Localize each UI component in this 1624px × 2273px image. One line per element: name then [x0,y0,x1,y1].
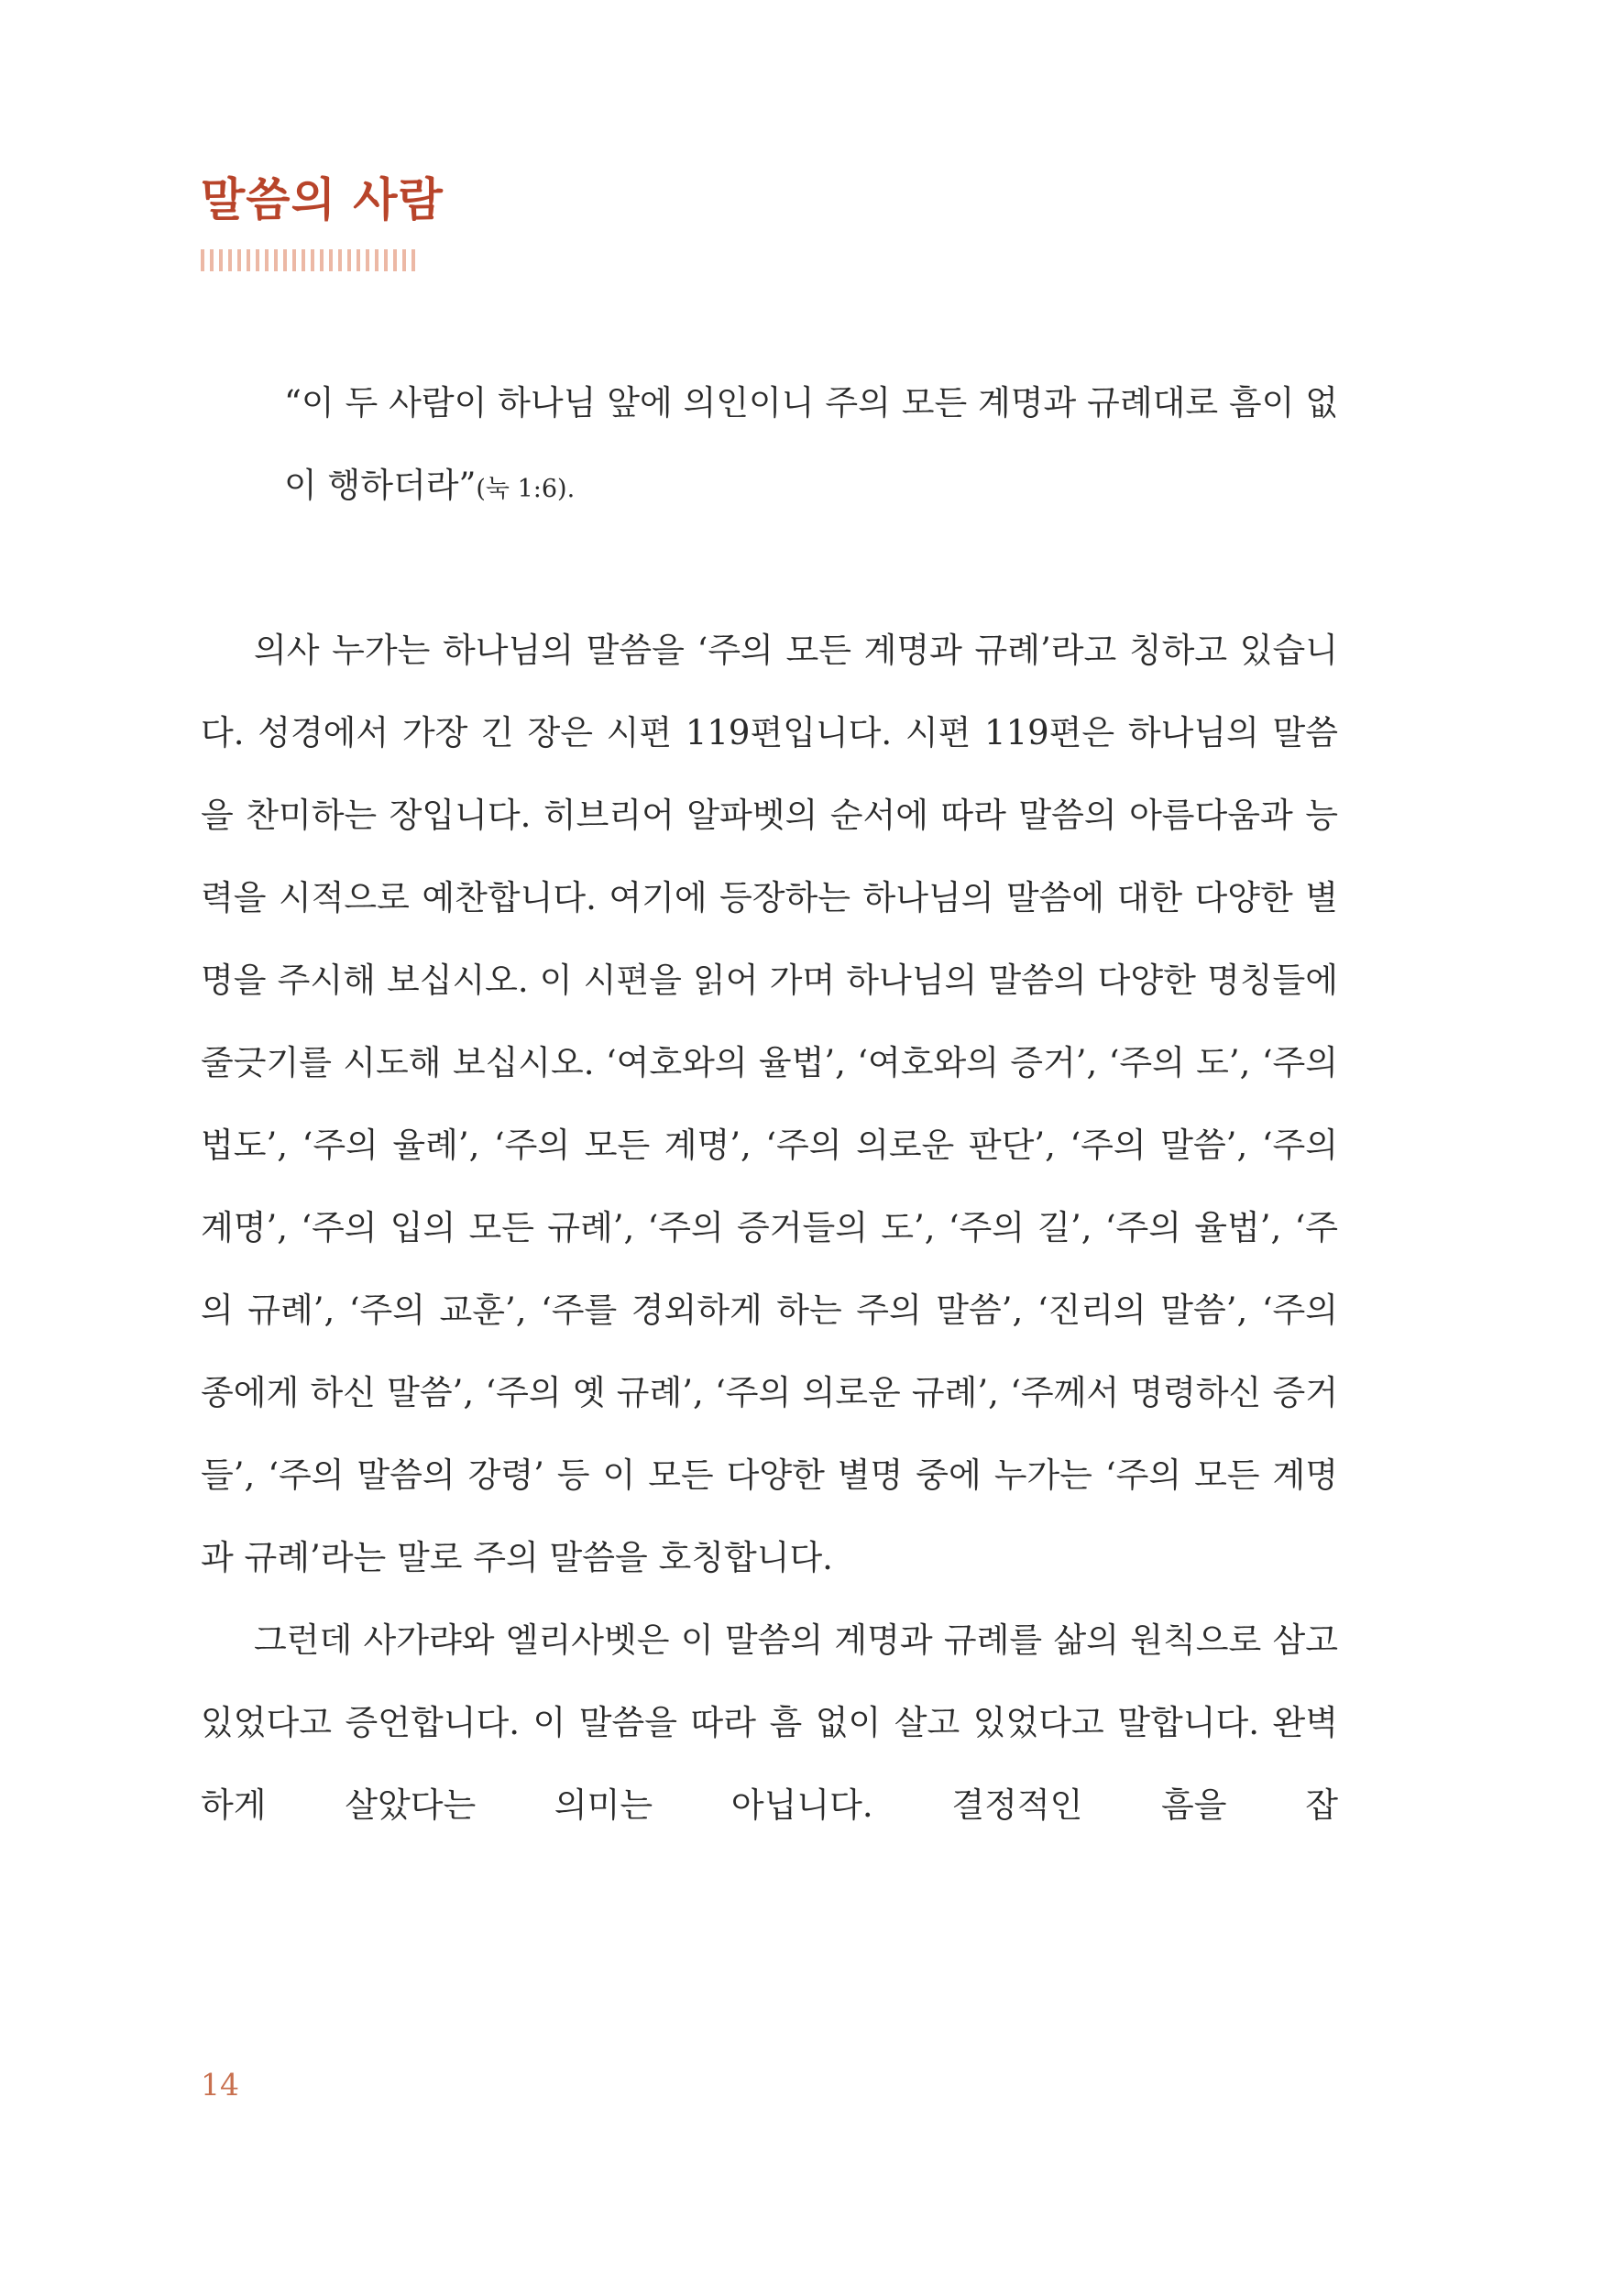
body-paragraph: 의사 누가는 하나님의 말씀을 ‘주의 모든 계명과 규례’라고 칭하고 있습니다. 성경에서 가장 긴 장은 시편 119편입니다. 시편 119편은 하나님의 말씀을 찬미하는 장입니다. 히브리어 알파벳의 순서에 따라 말씀의 아름다움과 능력을 시적으로 예찬합니다. 여기에 등장하는 하나님의 말씀에 대한 다양한 별명을 주시해 보십시오. 이 시편을 읽어 가며 하나님의 말씀의 다양한 명칭들에 줄긋기를 시도해 보십시오. ‘여호와의 율법’, ‘여호와의 증거’, ‘주의 도’, ‘주의 법도’, ‘주의 율례’, ‘주의 모든 계명’, ‘주의 의로운 판단’, ‘주의 말씀’, ‘주의 계명’, ‘주의 입의 모든 규례’, ‘주의 증거들의 도’, ‘주의 길’, ‘주의 율법’, ‘주의 규례’, ‘주의 교훈’, ‘주를 경외하게 하는 주의 말씀’, ‘진리의 말씀’, ‘주의 종에게 하신 말씀’, ‘주의 옛 규례’, ‘주의 의로운 규례’, ‘주께서 명령하신 증거들’, ‘주의 말씀의 강령’ 등 이 모든 다양한 별명 중에 누가는 ‘주의 모든 계명과 규례’라는 말로 주의 말씀을 호칭합니다. [201,631,1338,1577]
body-text [201,609,1338,1847]
quote-text: “이 두 사람이 하나님 앞에 의인이니 주의 모든 계명과 규례대로 흠이 없이 행하더라” [284,383,1338,505]
title-underline-decoration [201,249,419,271]
quote-reference: (눅 1:6). [476,475,576,503]
section-title: 말씀의 사람 [201,173,444,226]
scripture-quote [284,362,1338,531]
body-paragraph: 그런데 사가랴와 엘리사벳은 이 말씀의 계명과 규례를 삶의 원칙으로 삼고 있었다고 증언합니다. 이 말씀을 따라 흠 없이 살고 있었다고 말합니다. 완벽하게 살았다는 의미는 아닙니다. 결정적인 흠을 잡 [201,1620,1338,1825]
page-number: 14 [201,2067,239,2103]
